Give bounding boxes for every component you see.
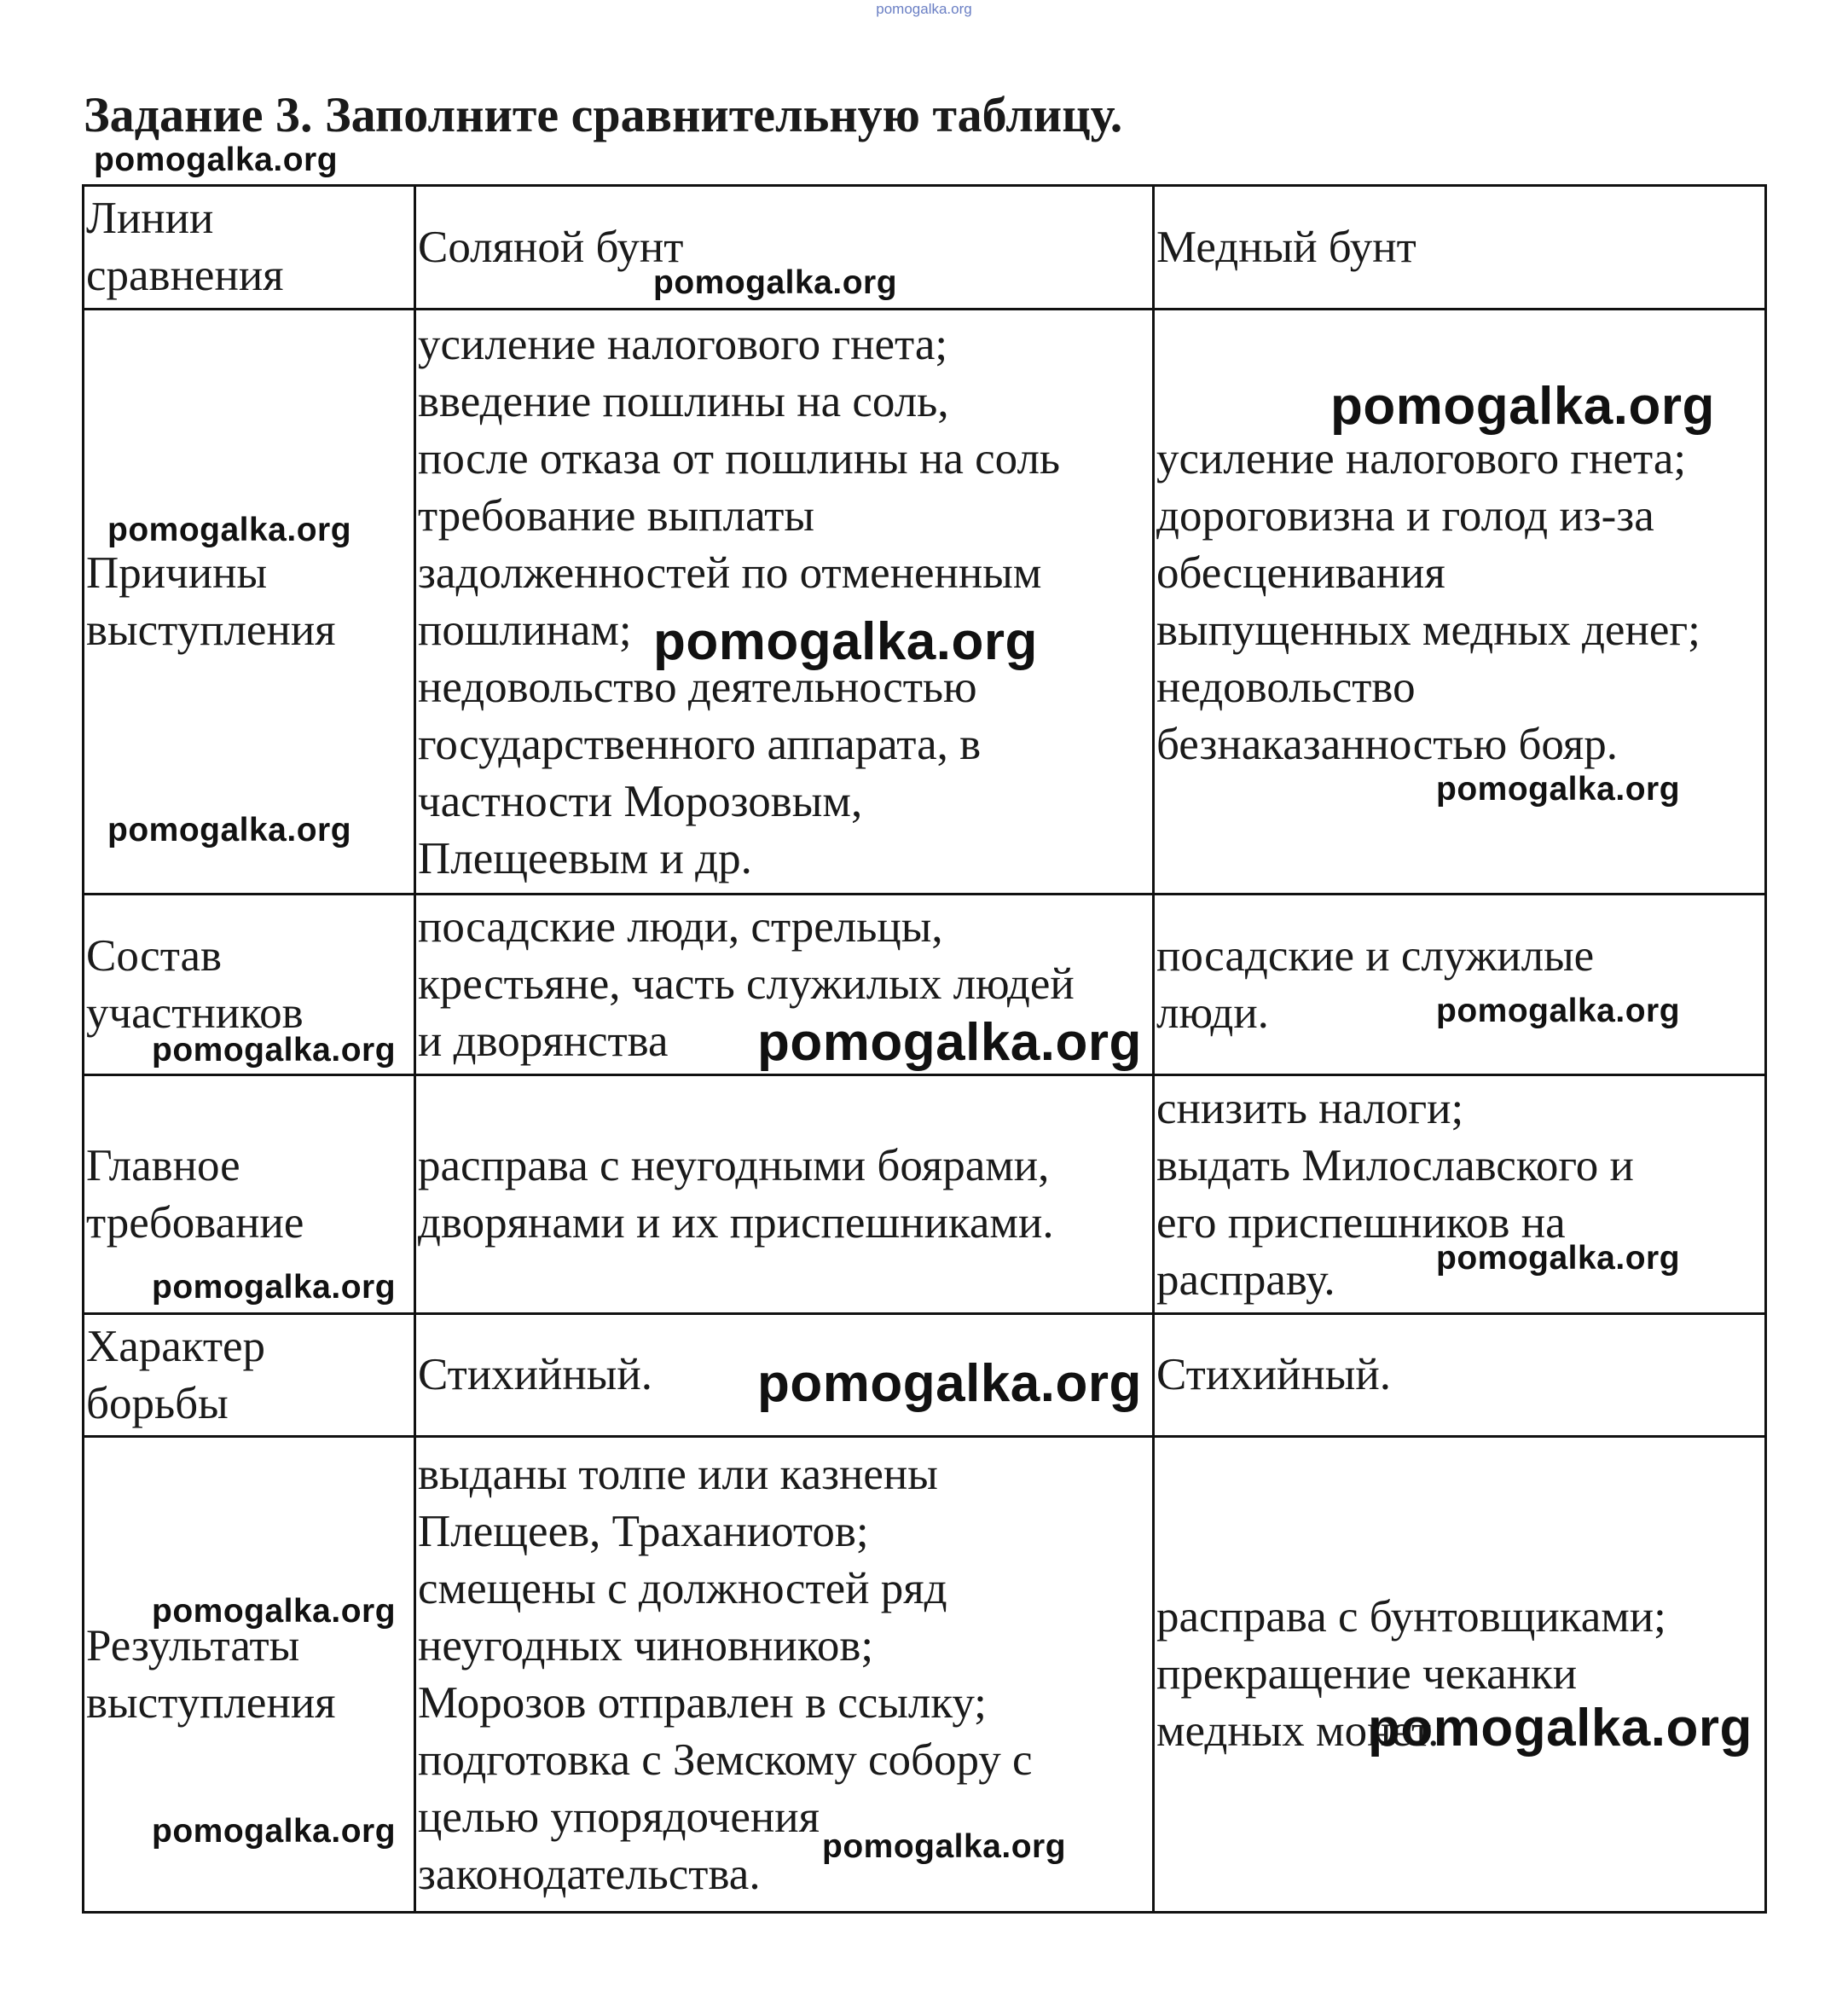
cell-line: посадские люди, стрельцы,: [418, 902, 943, 952]
cell-line: Соляной бунт: [418, 222, 684, 272]
cell-line: недовольство: [1156, 662, 1416, 712]
cell-line: крестьяне, часть служилых людей: [418, 959, 1075, 1009]
cell-line: Стихийный.: [418, 1350, 652, 1399]
cell-line: выдать Милославского и: [1156, 1140, 1634, 1190]
cell-line: Морозов отправлен в ссылку;: [418, 1677, 987, 1728]
cell-line: безнаказанностью бояр.: [1156, 719, 1619, 769]
cell-line: задолженностей по отмененным: [418, 547, 1042, 598]
watermark-text: pomogalka.org: [152, 1269, 397, 1306]
cell-line: дороговизна и голод из-за: [1156, 490, 1654, 541]
watermark-text: pomogalka.org: [1436, 771, 1681, 808]
cell-line: введение пошлины на соль,: [418, 376, 949, 426]
row-demand-copper-riot: [1155, 1076, 1764, 1315]
watermark-text: pomogalka.org: [152, 1032, 397, 1068]
cell-line: люди.: [1156, 987, 1269, 1038]
cell-line: выпущенных медных денег;: [1156, 605, 1700, 655]
header-cell-criteria: [84, 187, 416, 310]
cell-line: Медный бунт: [1156, 222, 1416, 272]
cell-line: прекращение чеканки: [1156, 1649, 1578, 1699]
page-title: Задание 3. Заполните сравнительную таблицу.: [84, 87, 1123, 142]
cell-line: усиление налогового гнета;: [1156, 433, 1687, 484]
cell-line: Стихийный.: [1156, 1350, 1391, 1399]
row-causes-criterion: [84, 310, 416, 895]
cell-line: подготовка с Земскому собору с: [418, 1734, 1033, 1785]
cell-line: после отказа от пошлины на соль: [418, 433, 1061, 484]
cell-line: Линии: [86, 194, 214, 243]
cell-line: дворянами и их приспешниками.: [418, 1197, 1054, 1248]
page-source-mark: pomogalka.org: [876, 1, 972, 17]
cell-line: расправа с бунтовщиками;: [1156, 1592, 1666, 1642]
cell-line: медных монет.: [1156, 1706, 1440, 1756]
watermark-text: pomogalka.org: [1436, 993, 1681, 1029]
watermark-text: pomogalka.org: [757, 1013, 1142, 1072]
cell-line: целью упорядочения: [418, 1792, 820, 1842]
cell-line: расправу.: [1156, 1254, 1335, 1305]
cell-line: законодательства.: [418, 1849, 761, 1899]
watermark-text: pomogalka.org: [653, 264, 898, 301]
cell-line: выступления: [86, 1677, 336, 1728]
cell-line: расправа с неугодными боярами,: [418, 1140, 1050, 1190]
cell-line: и дворянства: [418, 1016, 669, 1066]
cell-line: Причины: [86, 547, 268, 598]
header-cell-copper-riot: [1155, 187, 1764, 310]
watermark-text: pomogalka.org: [822, 1828, 1067, 1865]
watermark-text: pomogalka.org: [653, 612, 1038, 671]
watermark-text: pomogalka.org: [152, 1593, 397, 1630]
cell-line: Главное: [86, 1140, 240, 1190]
cell-line: недовольство деятельностью: [418, 662, 977, 712]
cell-line: пошлинам;: [418, 605, 632, 655]
cell-line: требование: [86, 1197, 304, 1248]
watermark-text: pomogalka.org: [107, 512, 352, 548]
row-nature-criterion: [84, 1315, 416, 1438]
cell-line: неугодных чиновников;: [418, 1620, 874, 1671]
cell-line: смещены с должностей ряд: [418, 1563, 947, 1613]
row-causes-salt-riot: [416, 310, 1155, 895]
cell-line: государственного аппарата, в: [418, 719, 982, 769]
cell-line: выступления: [86, 605, 336, 655]
cell-line: Состав: [86, 930, 223, 981]
row-nature-copper-riot: [1155, 1315, 1764, 1438]
cell-line: борьбы: [86, 1378, 229, 1428]
cell-line: снизить налоги;: [1156, 1083, 1464, 1133]
cell-line: Плещеевым и др.: [418, 833, 752, 883]
cell-line: требование выплаты: [418, 490, 815, 541]
cell-line: усиление налогового гнета;: [418, 319, 948, 369]
cell-line: обесценивания: [1156, 547, 1445, 598]
watermark-text: pomogalka.org: [152, 1813, 397, 1850]
cell-line: посадские и служилые: [1156, 930, 1595, 981]
watermark-text: pomogalka.org: [1368, 1699, 1752, 1757]
cell-line: Результаты: [86, 1620, 300, 1671]
row-results-copper-riot: [1155, 1438, 1764, 1911]
cell-line: сравнения: [86, 251, 284, 300]
watermark-text: pomogalka.org: [94, 142, 339, 178]
watermark-text: pomogalka.org: [757, 1354, 1142, 1413]
cell-line: частности Морозовым,: [418, 776, 863, 826]
watermark-text: pomogalka.org: [1330, 377, 1715, 436]
watermark-text: pomogalka.org: [1436, 1240, 1681, 1277]
watermark-text: pomogalka.org: [107, 812, 352, 848]
cell-line: Характер: [86, 1321, 266, 1371]
row-participants-copper-riot: [1155, 895, 1764, 1076]
cell-line: его приспешников на: [1156, 1197, 1566, 1248]
cell-line: выданы толпе или казнены: [418, 1449, 938, 1499]
cell-line: Плещеев, Траханиотов;: [418, 1506, 869, 1556]
row-demand-salt-riot: [416, 1076, 1155, 1315]
cell-line: участников: [86, 987, 304, 1038]
